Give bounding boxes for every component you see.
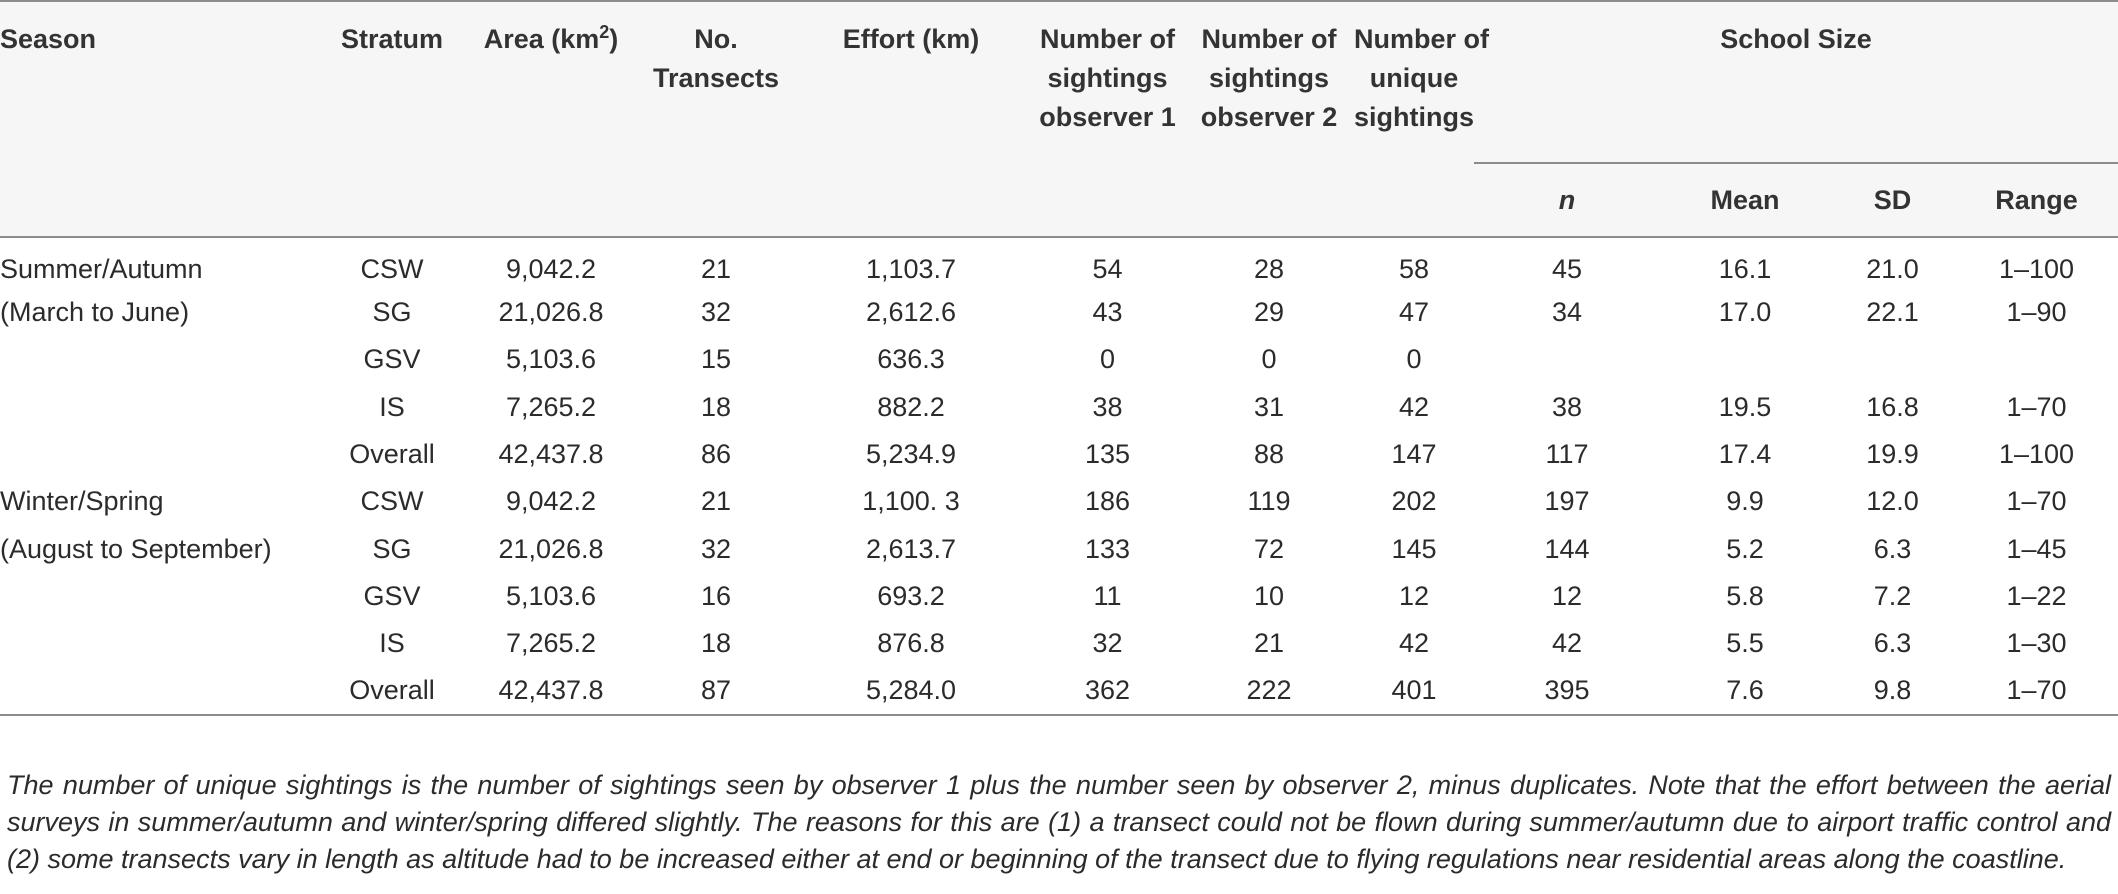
cell-season — [0, 384, 323, 431]
cell-stratum: IS — [379, 628, 405, 659]
header-area-text: Area (km — [483, 24, 600, 54]
cell-school-size-sd — [1830, 336, 1955, 383]
table-body — [0, 237, 2118, 715]
header-row — [0, 1, 2118, 163]
header-area-close: ) — [609, 24, 619, 54]
header-season: Season — [0, 24, 97, 54]
cell-school-size-range: 1–100 — [1998, 439, 2075, 470]
cell-stratum: Overall — [349, 675, 435, 706]
cell-sightings-observer-1: 0 — [1099, 344, 1116, 375]
cell-transects: 32 — [700, 533, 732, 564]
cell-area: 7,265.2 — [505, 628, 597, 659]
cell-unique-sightings: 12 — [1398, 580, 1430, 611]
header-obs2-line1: Number of — [1201, 24, 1337, 54]
cell-unique-sightings: 145 — [1391, 533, 1437, 564]
cell-season: (August to September) — [0, 533, 272, 564]
header-sightings-observer-2 — [1184, 1, 1354, 237]
cell-unique-sightings: 401 — [1391, 675, 1437, 706]
table-row — [0, 478, 2118, 525]
header-transects-line2: Transects — [652, 63, 780, 93]
header-obs1-line3: observer 1 — [1039, 102, 1176, 132]
cell-school-size-n: 395 — [1544, 675, 1590, 706]
cell-transects: 32 — [700, 297, 732, 328]
cell-area: 42,437.8 — [498, 675, 604, 706]
header-mean: Mean — [1710, 184, 1780, 215]
cell-school-size-sd: 16.8 — [1866, 391, 1919, 422]
cell-school-size-sd: 7.2 — [1873, 580, 1912, 611]
cell-sightings-observer-1: 38 — [1092, 391, 1123, 422]
header-unique-line1: Number of — [1354, 24, 1489, 54]
cell-school-size-range: 1–70 — [2006, 486, 2067, 517]
table-row — [0, 237, 2118, 289]
cell-school-size-mean: 7.6 — [1726, 675, 1764, 706]
header-stratum: Stratum — [340, 24, 443, 54]
cell-school-size-mean: 5.2 — [1726, 533, 1764, 564]
cell-area: 9,042.2 — [505, 254, 597, 284]
cell-effort: 5,284.0 — [865, 675, 957, 706]
cell-school-size-n: 144 — [1544, 533, 1590, 564]
cell-sightings-observer-2: 31 — [1253, 391, 1285, 422]
cell-stratum: CSW — [360, 486, 424, 517]
cell-sightings-observer-1: 135 — [1084, 439, 1131, 470]
cell-unique-sightings: 202 — [1391, 486, 1437, 517]
table-row — [0, 336, 2118, 383]
cell-sightings-observer-2: 0 — [1261, 344, 1277, 375]
cell-school-size-sd: 22.1 — [1866, 297, 1919, 328]
cell-school-size-sd: 6.3 — [1873, 533, 1912, 564]
header-n: n — [1558, 184, 1576, 215]
header-range: Range — [1995, 184, 2078, 215]
cell-school-size-mean: 17.4 — [1718, 439, 1772, 470]
table-row — [0, 620, 2118, 667]
cell-stratum: SG — [372, 533, 412, 564]
cell-stratum: IS — [379, 391, 405, 422]
cell-school-size-range: 1–70 — [2006, 675, 2067, 706]
cell-sightings-observer-2: 72 — [1253, 533, 1285, 564]
cell-season: (March to June) — [0, 297, 190, 328]
cell-transects: 87 — [700, 675, 732, 706]
cell-school-size-n — [1474, 336, 1660, 383]
cell-unique-sightings: 0 — [1406, 344, 1422, 375]
cell-season — [0, 336, 323, 383]
cell-area: 21,026.8 — [498, 533, 604, 564]
cell-school-size-sd: 19.9 — [1866, 439, 1919, 470]
cell-stratum: GSV — [363, 344, 421, 375]
cell-school-size-mean — [1660, 336, 1830, 383]
table-row — [0, 573, 2118, 620]
cell-sightings-observer-2: 88 — [1253, 439, 1285, 470]
cell-effort: 693.2 — [877, 580, 945, 611]
header-area — [461, 1, 641, 237]
cell-sightings-observer-1: 362 — [1084, 675, 1131, 706]
cell-sightings-observer-1: 32 — [1092, 628, 1123, 659]
header-area-superscript: 2 — [599, 22, 610, 42]
cell-school-size-sd: 21.0 — [1866, 254, 1919, 284]
cell-school-size-n: 38 — [1551, 391, 1583, 422]
cell-stratum: SG — [372, 297, 412, 328]
cell-school-size-range — [1955, 336, 2118, 383]
header-transects — [641, 1, 791, 237]
cell-school-size-range: 1–45 — [2006, 533, 2067, 564]
header-obs1-line1: Number of — [1040, 24, 1175, 54]
cell-school-size-sd: 9.8 — [1873, 675, 1912, 706]
cell-area: 7,265.2 — [505, 391, 597, 422]
cell-school-size-range: 1–22 — [2006, 580, 2067, 611]
cell-stratum: Overall — [349, 439, 435, 470]
cell-sightings-observer-2: 28 — [1253, 254, 1285, 284]
cell-transects: 21 — [700, 254, 732, 284]
cell-transects: 16 — [700, 580, 732, 611]
header-obs2-line2: sightings — [1209, 63, 1329, 93]
table-header — [0, 1, 2118, 237]
table-row — [0, 667, 2118, 714]
table-row — [0, 525, 2118, 572]
header-school-size: School Size — [1474, 1, 2118, 163]
cell-school-size-range: 1–90 — [2006, 297, 2067, 328]
cell-season — [0, 667, 323, 714]
cell-sightings-observer-2: 119 — [1247, 486, 1291, 517]
cell-season: Winter/Spring — [0, 486, 164, 517]
cell-sightings-observer-1: 54 — [1092, 254, 1123, 284]
cell-sightings-observer-1: 43 — [1092, 297, 1123, 328]
cell-effort: 876.8 — [877, 628, 945, 659]
cell-season: Summer/Autumn — [0, 254, 203, 284]
cell-school-size-range: 1–70 — [2006, 391, 2067, 422]
cell-sightings-observer-2: 222 — [1246, 675, 1292, 706]
table-row — [0, 431, 2118, 478]
cell-unique-sightings: 42 — [1398, 391, 1430, 422]
cell-school-size-n: 117 — [1545, 439, 1589, 470]
cell-sightings-observer-1: 186 — [1084, 486, 1131, 517]
cell-school-size-sd: 12.0 — [1866, 486, 1919, 517]
cell-school-size-n: 34 — [1551, 297, 1583, 328]
cell-sightings-observer-2: 10 — [1253, 580, 1285, 611]
cell-school-size-mean: 17.0 — [1718, 297, 1772, 328]
cell-transects: 86 — [700, 439, 732, 470]
cell-school-size-mean: 5.8 — [1726, 580, 1764, 611]
cell-unique-sightings: 58 — [1398, 254, 1430, 284]
cell-season — [0, 620, 323, 667]
cell-school-size-sd: 6.3 — [1873, 628, 1912, 659]
cell-area: 42,437.8 — [498, 439, 604, 470]
header-obs1-line2: sightings — [1047, 63, 1168, 93]
cell-school-size-mean: 16.1 — [1718, 254, 1772, 284]
cell-unique-sightings: 47 — [1398, 297, 1430, 328]
cell-unique-sightings: 147 — [1391, 439, 1437, 470]
cell-effort: 2,613.7 — [865, 533, 957, 564]
cell-school-size-n: 197 — [1544, 486, 1590, 517]
cell-school-size-n: 12 — [1551, 580, 1583, 611]
cell-effort: 5,234.9 — [865, 439, 957, 470]
cell-transects: 15 — [700, 344, 732, 375]
cell-area: 5,103.6 — [505, 344, 597, 375]
cell-season — [0, 573, 323, 620]
table-row — [0, 384, 2118, 431]
header-unique-line3: sightings — [1354, 102, 1474, 132]
header-sd: SD — [1873, 184, 1912, 215]
cell-effort: 2,612.6 — [865, 297, 957, 328]
cell-transects: 18 — [700, 391, 732, 422]
cell-school-size-mean: 9.9 — [1726, 486, 1764, 517]
cell-school-size-mean: 5.5 — [1726, 628, 1764, 659]
header-obs2-line3: observer 2 — [1200, 102, 1338, 132]
table-footnote: The number of unique sightings is the number of sightings seen by observer 1 plus the number seen by observer 2, minus duplicates. Note that the effort between the aerial surveys in summer/autumn and winter/spring differed slightly. The reasons for this are (1) a transect could not be flown during summer/autumn due to airport traffic control and (2) some transects vary in length as altitude had to be increased either at end or beginning of the transect due to flying regulations near residential areas along the coastline. — [7, 770, 2111, 874]
cell-effort: 636.3 — [877, 344, 945, 375]
cell-transects: 18 — [700, 628, 732, 659]
cell-sightings-observer-2: 21 — [1253, 628, 1285, 659]
header-unique-line2: unique — [1369, 63, 1459, 93]
cell-unique-sightings: 42 — [1398, 628, 1430, 659]
cell-area: 9,042.2 — [505, 486, 597, 517]
cell-school-size-n: 42 — [1551, 628, 1583, 659]
cell-school-size-n: 45 — [1551, 254, 1583, 284]
cell-school-size-mean: 19.5 — [1718, 391, 1772, 422]
cell-season — [0, 431, 323, 478]
cell-effort: 1,100. 3 — [862, 486, 960, 517]
header-unique-sightings — [1354, 1, 1489, 237]
header-transects-line1: No. — [694, 24, 738, 54]
cell-transects: 21 — [700, 486, 732, 517]
cell-effort: 882.2 — [877, 391, 945, 422]
cell-sightings-observer-1: 133 — [1084, 533, 1131, 564]
cell-effort: 1,103.7 — [865, 254, 957, 284]
cell-area: 21,026.8 — [498, 297, 604, 328]
cell-sightings-observer-1: 11 — [1093, 580, 1122, 611]
cell-school-size-range: 1–100 — [1998, 254, 2075, 284]
cell-school-size-range: 1–30 — [2006, 628, 2067, 659]
cell-stratum: GSV — [363, 580, 421, 611]
table-row — [0, 289, 2118, 336]
cell-stratum: CSW — [360, 254, 424, 284]
header-sightings-observer-1 — [1031, 1, 1184, 237]
header-effort: Effort (km) — [842, 24, 980, 54]
cell-area: 5,103.6 — [505, 580, 597, 611]
cell-sightings-observer-2: 29 — [1253, 297, 1285, 328]
